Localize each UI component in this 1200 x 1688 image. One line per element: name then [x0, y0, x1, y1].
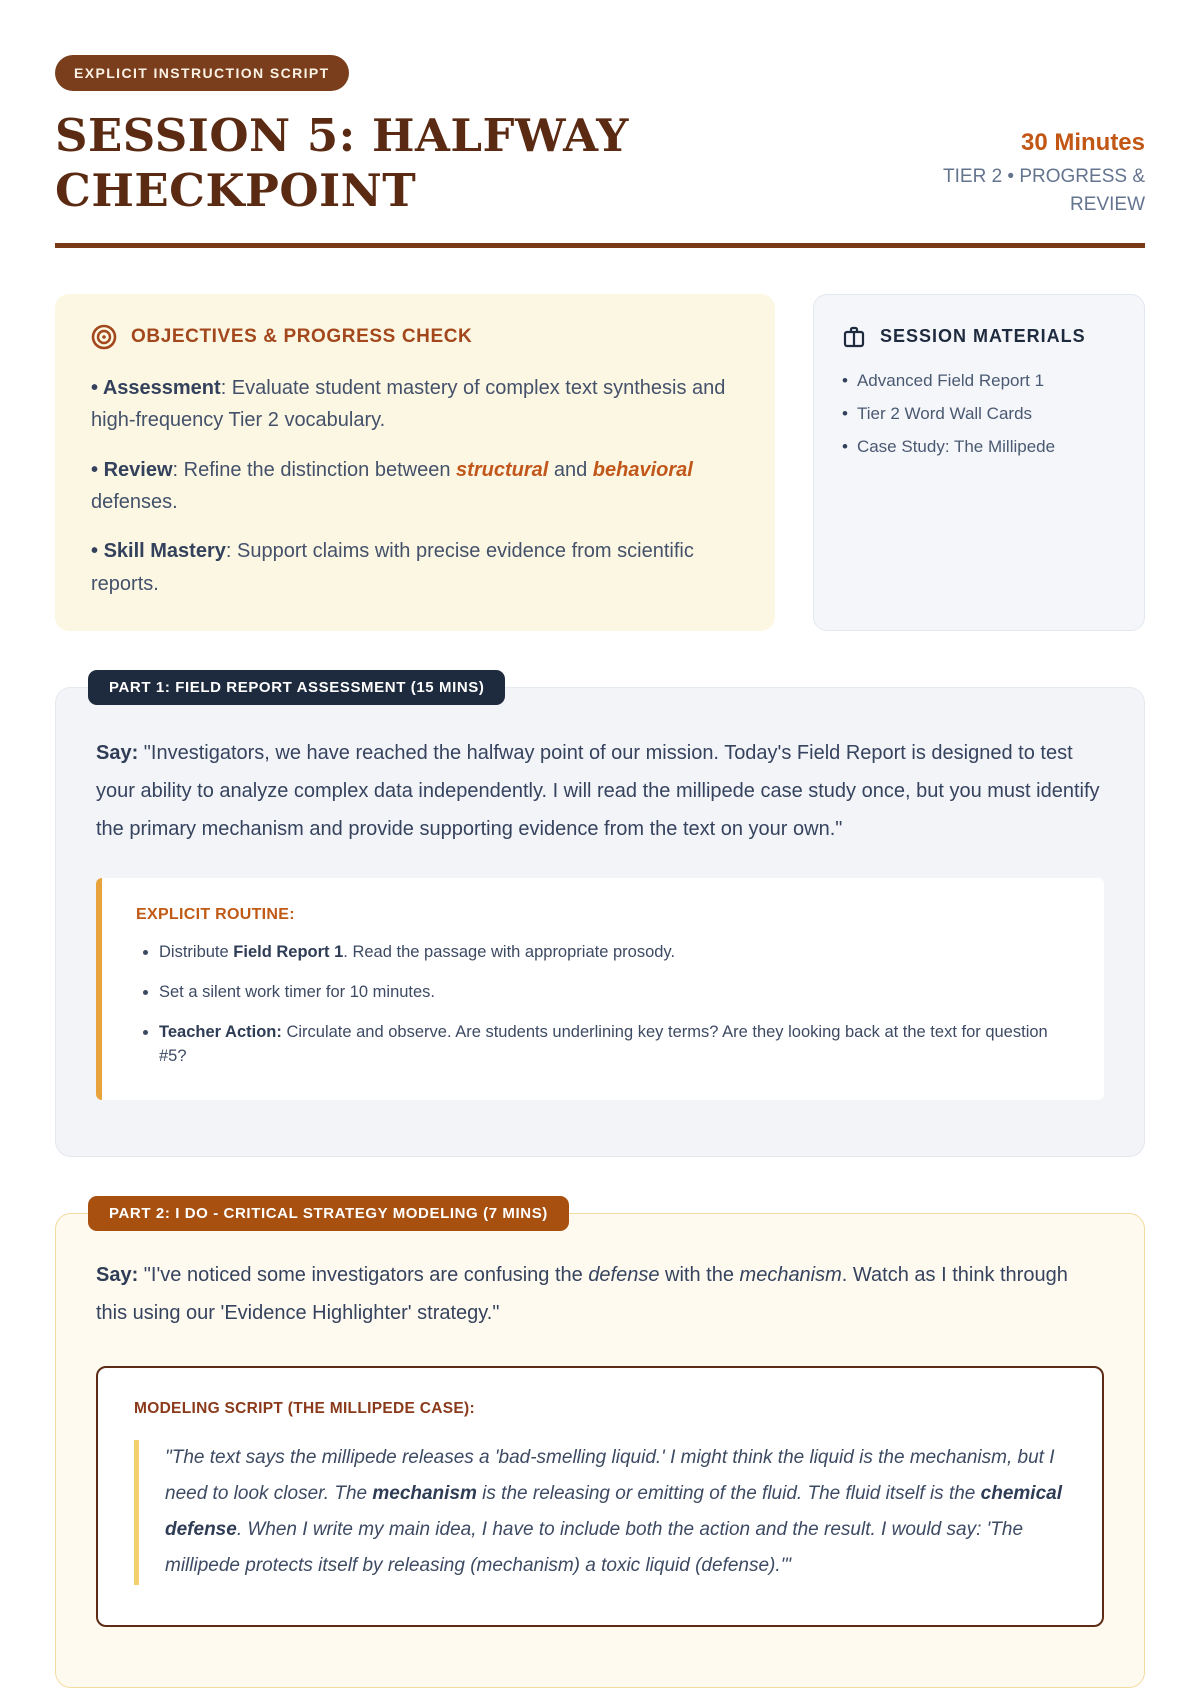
say-text: with the	[659, 1264, 740, 1287]
material-item-label: Tier 2 Word Wall Cards	[856, 403, 1033, 423]
briefcase-icon	[842, 325, 866, 349]
modeling-script-card	[96, 1366, 1104, 1626]
quote-text: . When I write my main idea, I have to include both the action and the result. I would say: 'The millipede protects itself by releasing (mechanism) a toxic liquid (defense).'"	[165, 1519, 1024, 1577]
quote-bold-mechanism: mechanism	[372, 1483, 477, 1505]
materials-header	[842, 325, 1116, 349]
header-divider	[55, 243, 1145, 248]
materials-title: SESSION MATERIALS	[880, 326, 1086, 347]
objective-text: : Refine the distinction between	[172, 458, 457, 481]
material-item-label: Case Study: The Millipede	[856, 436, 1056, 456]
objective-assessment	[91, 372, 739, 437]
vocab-term-structural: structural	[456, 458, 549, 481]
session-tier-label: TIER 2 • PROGRESS & REVIEW	[943, 166, 1145, 215]
page-title-line1: SESSION 5: HALFWAY	[55, 109, 629, 162]
objective-text: and	[548, 458, 593, 481]
routine-title: EXPLICIT ROUTINE:	[136, 906, 295, 924]
routine-list	[136, 940, 1070, 1069]
page-title-line2: CHECKPOINT	[55, 163, 417, 217]
objective-text: : Support claims with precise evidence from scientific reports.	[91, 540, 694, 595]
overview-band	[55, 294, 1145, 631]
quote-text: "The text says the millipede releases a 'bad-smelling liquid.' I might think the liquid is the mechanism, but I need to look closer. The	[165, 1447, 1055, 1505]
italic-term-defense: defense	[588, 1264, 660, 1287]
bullet-glyph: •	[91, 540, 99, 563]
objective-label: Review	[103, 458, 173, 481]
bullet-glyph: •	[91, 458, 99, 481]
quote-text: is the releasing or emitting of the fluid. The fluid itself is the	[476, 1483, 981, 1505]
vocab-term-behavioral: behavioral	[592, 458, 693, 481]
routine-text: Set a silent work timer for 10 minutes.	[159, 982, 436, 1001]
bullet-glyph: •	[842, 436, 848, 456]
routine-text: . Read the passage with appropriate prosody.	[343, 943, 676, 962]
material-item	[842, 371, 1116, 391]
part1-heading: PART 1: FIELD REPORT ASSESSMENT (15 MINS)	[88, 670, 505, 705]
material-item-label: Advanced Field Report 1	[856, 370, 1045, 390]
bullet-glyph: •	[842, 370, 848, 390]
say-text: "Investigators, we have reached the halfway point of our mission. Today's Field Report is designed to test your ability to analyze complex data independently. I will read the millipede case study once, but you must identify the primary mechanism and provide supporting evidence from the text on your own."	[96, 742, 1100, 841]
page-header	[55, 109, 1145, 219]
routine-item	[159, 940, 1070, 965]
routine-item	[159, 980, 1070, 1005]
part1-say-paragraph	[96, 734, 1104, 848]
routine-item	[159, 1020, 1070, 1070]
bullet-glyph: •	[842, 403, 848, 423]
objective-label: Skill Mastery	[103, 540, 226, 563]
part2-heading: PART 2: I DO - CRITICAL STRATEGY MODELING (7 MINS)	[88, 1196, 569, 1231]
objective-review	[91, 454, 739, 519]
modeling-script-title: MODELING SCRIPT (THE MILLIPEDE CASE):	[134, 1400, 475, 1418]
objective-text: defenses.	[91, 490, 178, 513]
explicit-routine-card	[96, 878, 1104, 1100]
routine-bold-text: Field Report 1	[233, 943, 344, 962]
quote-bold-chemical-defense: chemical defense	[165, 1483, 1062, 1541]
routine-bold-text: Teacher Action:	[159, 1022, 282, 1041]
script-type-badge: EXPLICIT INSTRUCTION SCRIPT	[55, 55, 349, 91]
part2-say-paragraph	[96, 1256, 1104, 1332]
modeling-quote	[134, 1440, 1066, 1584]
materials-card	[813, 294, 1145, 631]
say-text: . Watch as I think through this using our 'Evidence Highlighter' strategy."	[96, 1264, 1068, 1325]
routine-text: Distribute	[159, 943, 234, 962]
objective-text: : Evaluate student mastery of complex text synthesis and high-frequency Tier 2 vocabulary.	[91, 376, 726, 432]
objectives-header	[91, 324, 739, 350]
session-duration: 30 Minutes	[1020, 129, 1145, 156]
page-title	[55, 109, 629, 219]
bullet-glyph: •	[91, 376, 99, 399]
material-item	[842, 404, 1116, 424]
objectives-card	[55, 294, 775, 631]
session-meta	[920, 109, 1145, 219]
part2-body	[55, 1213, 1145, 1687]
say-label: Say:	[96, 742, 139, 765]
routine-text: Circulate and observe. Are students underlining key terms? Are they looking back at the text for question #5?	[159, 1022, 1048, 1066]
part1-body	[55, 687, 1145, 1157]
target-icon	[91, 324, 117, 350]
part1-section	[55, 679, 1145, 1157]
italic-term-mechanism: mechanism	[739, 1264, 842, 1287]
say-text: "I've noticed some investigators are confusing the	[138, 1264, 589, 1287]
part2-section	[55, 1205, 1145, 1687]
material-item	[842, 437, 1116, 457]
objective-skill-mastery	[91, 535, 739, 600]
objective-label: Assessment	[102, 376, 221, 399]
say-label: Say:	[96, 1264, 139, 1287]
objectives-title: OBJECTIVES & PROGRESS CHECK	[131, 325, 473, 347]
